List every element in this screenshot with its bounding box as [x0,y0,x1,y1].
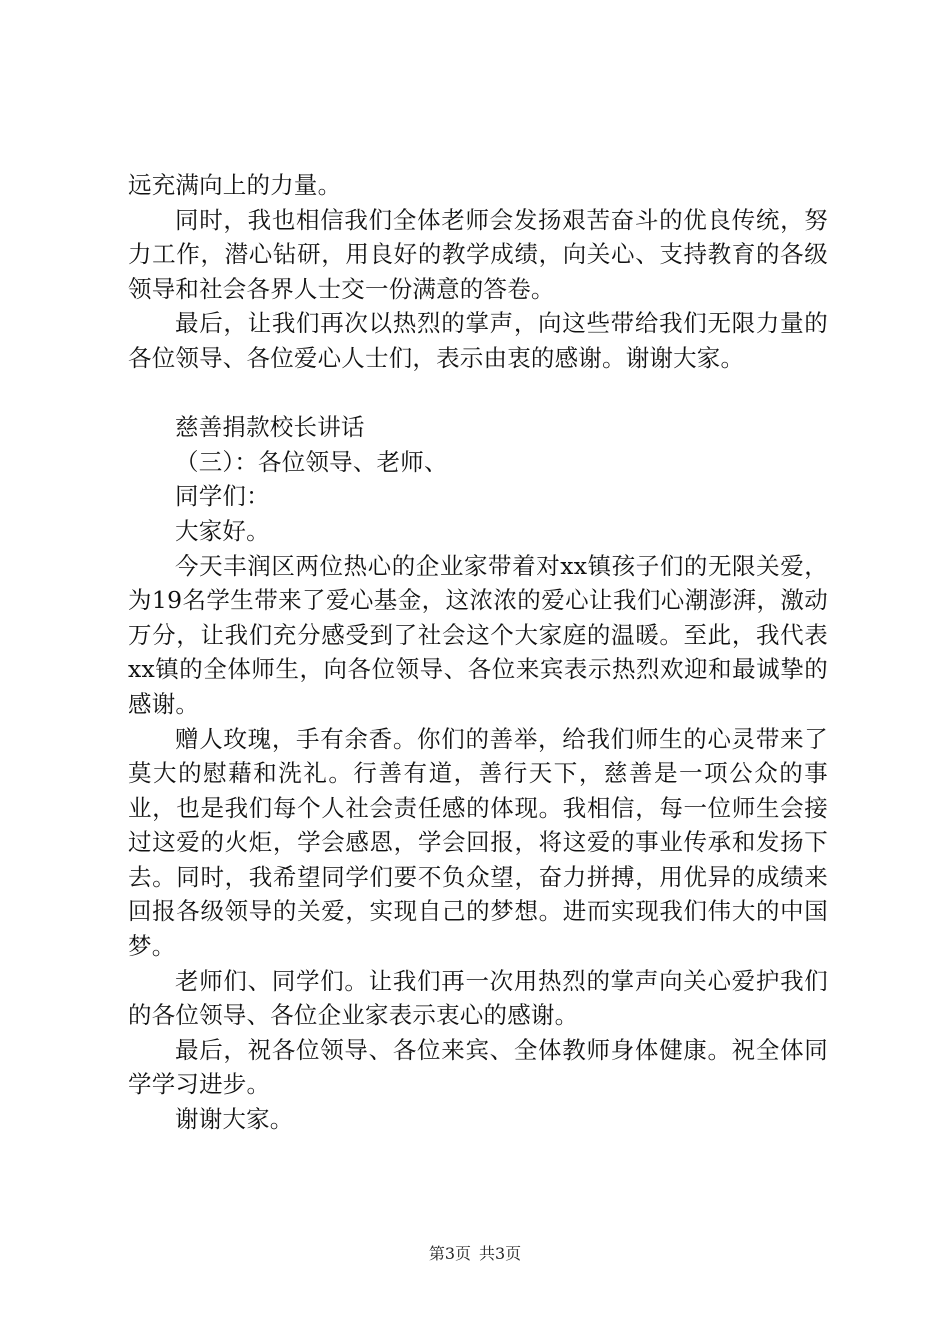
document-body [128,168,828,1137]
page-total: 共3页 [479,1244,522,1263]
paragraph-thanks: 谢谢大家。 [175,1105,294,1134]
page-number: 第3页 [428,1244,471,1263]
speech-hello: 大家好。 [175,516,270,545]
paragraph-wishes: 最后，祝各位领导、各位来宾、全体教师身体健康。祝全体同学学习进步。 [128,1035,828,1099]
speech-greeting-leaders: （三）：各位领导、老师、 [175,447,448,476]
speech-title: 慈善捐款校长讲话 [175,413,365,442]
speech-greeting-students: 同学们： [175,482,270,511]
paragraph-donation: 今天丰润区两位热心的企业家带着对xx镇孩子们的无限关爱，为19名学生带来了爱心基金，这浓浓的爱心让我们心潮澎湃，激动万分，让我们充分感受到了社会这个大家庭的温暖。至此，我代表xx镇的全体师生，向各位领导、各位来宾表示热烈欢迎和最诚挚的感谢。 [128,551,828,718]
paragraph-continuation: 远充满向上的力量。 [128,171,342,199]
page-footer [0,1243,950,1265]
paragraph-charity: 赠人玫瑰，手有余香。你们的善举，给我们师生的心灵带来了莫大的慰藉和洗礼。行善有道，善行天下，慈善是一项公众的事业，也是我们每个人社会责任感的体现。我相信，每一位师生会接过这爱的火炬，学会感恩，学会回报，将这爱的事业传承和发扬下去。同时，我希望同学们要不负众望，奋力拼搏，用优异的成绩来回报各级领导的关爱，实现自己的梦想。进而实现我们伟大的中国梦。 [128,724,828,961]
paragraph-closing-thanks: 最后，让我们再次以热烈的掌声，向这些带给我们无限力量的各位领导、各位爱心人士们，表示由衷的感谢。谢谢大家。 [128,309,828,372]
paragraph-applause: 老师们、同学们。让我们再一次用热烈的掌声向关心爱护我们的各位领导、各位企业家表示衷心的感谢。 [128,966,828,1030]
paragraph-teachers-commitment: 同时，我也相信我们全体老师会发扬艰苦奋斗的优良传统，努力工作，潜心钻研，用良好的教学成绩，向关心、支持教育的各级领导和社会各界人士交一份满意的答卷。 [128,205,828,303]
